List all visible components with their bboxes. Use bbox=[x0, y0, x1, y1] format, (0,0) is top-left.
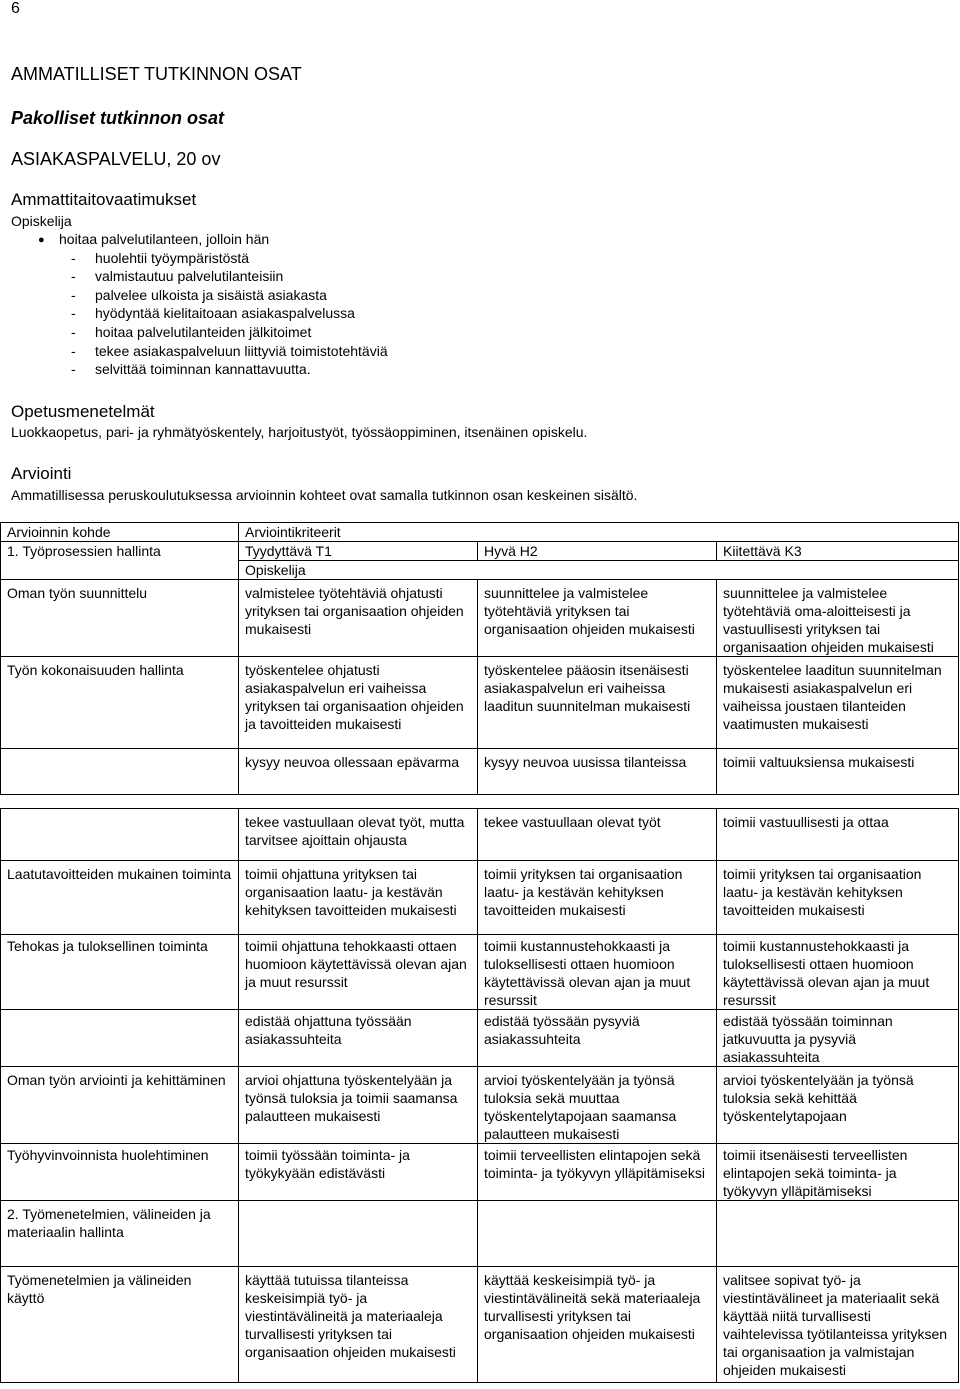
requirements-title: Ammattitaitovaatimukset bbox=[11, 190, 197, 209]
list-item: - hoitaa palvelutilanteiden jälkitoimet bbox=[71, 323, 312, 340]
row-t1: toimii työssään toiminta- ja työkykyään edistävästi bbox=[239, 1144, 478, 1201]
dash-icon: - bbox=[71, 286, 76, 303]
table-row bbox=[1, 1010, 959, 1067]
grade-t1-header: Tyydyttävä T1 bbox=[239, 542, 478, 561]
list-item: - hyödyntää kielitaitoaan asiakaspalvelussa bbox=[71, 305, 355, 322]
row-t1: edistää ohjattuna työssään asiakassuhteita bbox=[239, 1010, 478, 1067]
row-target bbox=[1, 809, 239, 861]
heading-unit: ASIAKASPALVELU, 20 ov bbox=[11, 149, 221, 169]
heading-main: AMMATILLISET TUTKINNON OSAT bbox=[11, 64, 302, 84]
list-item: - huolehtii työympäristöstä bbox=[71, 249, 250, 266]
col-target-header: Arvioinnin kohde bbox=[1, 523, 239, 542]
grade-k3-header: Kiitettävä K3 bbox=[717, 542, 959, 561]
row-k3: edistää työssään toiminnan jatkuvuutta ja pysyviä asiakassuhteita bbox=[717, 1010, 959, 1067]
requirements-subject: Opiskelija bbox=[11, 213, 72, 229]
row-t1: valmistelee työtehtäviä ohjatusti yrityksen tai organisaation ohjeiden mukaisesti bbox=[239, 580, 478, 657]
row-h2: suunnittelee ja valmistelee työtehtäviä yrityksen tai organisaation ohjeiden mukaisesti bbox=[478, 580, 717, 657]
row-k3: toimii valtuuksiensa mukaisesti bbox=[717, 749, 959, 795]
list-item: - selvittää toiminnan kannattavuutta. bbox=[71, 361, 311, 378]
row-k3: toimii itsenäisesti terveellisten elintapojen sekä toiminta- ja työkyvyn ylläpitämiseksi bbox=[717, 1144, 959, 1201]
row-target: Tehokas ja tuloksellinen toiminta bbox=[1, 935, 239, 1010]
row-target: Oman työn arviointi ja kehittäminen bbox=[1, 1067, 239, 1144]
grade-h2-header: Hyvä H2 bbox=[478, 542, 717, 561]
section-1-title: 1. Työprosessien hallinta bbox=[1, 542, 239, 580]
assessment-table bbox=[0, 522, 959, 1383]
row-h2: edistää työssään pysyviä asiakassuhteita bbox=[478, 1010, 717, 1067]
dash-icon: - bbox=[71, 361, 76, 378]
row-h2: kysyy neuvoa uusissa tilanteissa bbox=[478, 749, 717, 795]
row-k3: toimii vastuullisesti ja ottaa bbox=[717, 809, 959, 861]
dash-icon: - bbox=[71, 249, 76, 266]
list-item: - palvelee ulkoista ja sisäistä asiakasta bbox=[71, 286, 327, 303]
row-t1: tekee vastuullaan olevat työt, mutta tarvitsee ajoittain ohjausta bbox=[239, 809, 478, 861]
list-item: - valmistautuu palvelutilanteisiin bbox=[71, 268, 284, 285]
row-k3: työskentelee laaditun suunnitelman mukaisesti asiakaspalvelun eri vaiheissa joustaen tilanteiden vaatimusten mukaisesti bbox=[717, 657, 959, 749]
table-row bbox=[1, 1144, 959, 1201]
row-h2: toimii terveellisten elintapojen sekä toiminta- ja työkyvyn ylläpitämiseksi bbox=[478, 1144, 717, 1201]
dash-icon: - bbox=[71, 305, 76, 322]
assessment-title: Arviointi bbox=[11, 464, 72, 483]
section-2-title: 2. Työmenetelmien, välineiden ja materiaalin hallinta bbox=[1, 1201, 239, 1267]
methods-text: Luokkaopetus, pari- ja ryhmätyöskentely, harjoitustyöt, työssäoppiminen, itsenäinen opiskelu. bbox=[11, 424, 588, 440]
col-criteria-header: Arviointikriteerit bbox=[239, 523, 959, 542]
row-t1: työskentelee ohjatusti asiakaspalvelun eri vaiheissa yrityksen tai organisaation ohjeiden ja tavoitteiden mukaisesti bbox=[239, 657, 478, 749]
table-row bbox=[1, 861, 959, 935]
row-k3: arvioi työskentelyään ja työnsä tuloksia sekä kehittää työskentelytapojaan bbox=[717, 1067, 959, 1144]
row-k3: toimii kustannustehokkaasti ja tuloksellisesti ottaen huomioon käytettävissä olevan ajan ja muut resurssit bbox=[717, 935, 959, 1010]
table-row bbox=[1, 1067, 959, 1144]
requirements-list bbox=[11, 230, 388, 379]
list-item: - tekee asiakaspalveluun liittyviä toimistotehtäviä bbox=[71, 342, 388, 359]
bullet-icon: ● bbox=[38, 234, 45, 246]
table-row bbox=[1, 809, 959, 861]
row-target: Työmenetelmien ja välineiden käyttö bbox=[1, 1267, 239, 1383]
row-h2: työskentelee pääosin itsenäisesti asiakaspalvelun eri vaiheissa laaditun suunnitelman mukaisesti bbox=[478, 657, 717, 749]
row-h2: arvioi työskentelyään ja työnsä tuloksia sekä muuttaa työskentelytapojaan saamansa palautteen mukaisesti bbox=[478, 1067, 717, 1144]
row-t1: toimii ohjattuna yrityksen tai organisaation laatu- ja kestävän kehityksen tavoitteiden mukaisesti bbox=[239, 861, 478, 935]
row-k3: toimii yrityksen tai organisaation laatu- ja kestävän kehityksen tavoitteiden mukaisesti bbox=[717, 861, 959, 935]
table-row bbox=[1, 935, 959, 1010]
row-target: Oman työn suunnittelu bbox=[1, 580, 239, 657]
row-h2: toimii yrityksen tai organisaation laatu- ja kestävän kehityksen tavoitteiden mukaisesti bbox=[478, 861, 717, 935]
page-number: 6 bbox=[11, 0, 20, 17]
assessment-text: Ammatillisessa peruskoulutuksessa arvioinnin kohteet ovat samalla tutkinnon osan keskeinen sisältö. bbox=[11, 487, 638, 503]
row-t1: käyttää tutuissa tilanteissa keskeisimpiä työ- ja viestintävälineitä ja materiaaleja turvallisesti yrityksen tai organisaation ohjeiden mukaisesti bbox=[239, 1267, 478, 1383]
dash-icon: - bbox=[71, 342, 76, 359]
heading-sub: Pakolliset tutkinnon osat bbox=[11, 108, 225, 128]
row-target bbox=[1, 1010, 239, 1067]
subject-label: Opiskelija bbox=[239, 561, 959, 580]
row-target bbox=[1, 749, 239, 795]
table-row bbox=[1, 657, 959, 749]
table-row bbox=[1, 749, 959, 795]
methods-title: Opetusmenetelmät bbox=[11, 402, 155, 421]
row-t1: toimii ohjattuna tehokkaasti ottaen huomioon käytettävissä olevan ajan ja muut resurssit bbox=[239, 935, 478, 1010]
row-h2: toimii kustannustehokkaasti ja tuloksellisesti ottaen huomioon käytettävissä olevan ajan ja muut resurssit bbox=[478, 935, 717, 1010]
table-row bbox=[1, 1267, 959, 1383]
row-k3: suunnittelee ja valmistelee työtehtäviä oma-aloitteisesti ja vastuullisesti yrityksen tai organisaation ohjeiden mukaisesti bbox=[717, 580, 959, 657]
dash-icon: - bbox=[71, 268, 76, 285]
dash-icon: - bbox=[71, 323, 76, 340]
row-k3: valitsee sopivat työ- ja viestintävälineet ja materiaalit sekä käyttää niitä turvallisesti vaihtelevissa työtilanteissa yrityksen tai organisaation ja valmistajan ohjeiden mukaisesti bbox=[717, 1267, 959, 1383]
row-target: Työhyvinvoinnista huolehtiminen bbox=[1, 1144, 239, 1201]
requirements-bullet-text: hoitaa palvelutilanteen, jolloin hän bbox=[59, 231, 270, 247]
requirements-bullet bbox=[11, 230, 388, 249]
row-target: Laatutavoitteiden mukainen toiminta bbox=[1, 861, 239, 935]
row-h2: tekee vastuullaan olevat työt bbox=[478, 809, 717, 861]
row-h2: käyttää keskeisimpiä työ- ja viestintävälineitä sekä materiaaleja turvallisesti yrityksen tai organisaation ohjeiden mukaisesti bbox=[478, 1267, 717, 1383]
row-t1: arvioi ohjattuna työskentelyään ja työnsä tuloksia ja toimii saamansa palautteen mukaisesti bbox=[239, 1067, 478, 1144]
row-target: Työn kokonaisuuden hallinta bbox=[1, 657, 239, 749]
row-t1: kysyy neuvoa ollessaan epävarma bbox=[239, 749, 478, 795]
table-row bbox=[1, 580, 959, 657]
